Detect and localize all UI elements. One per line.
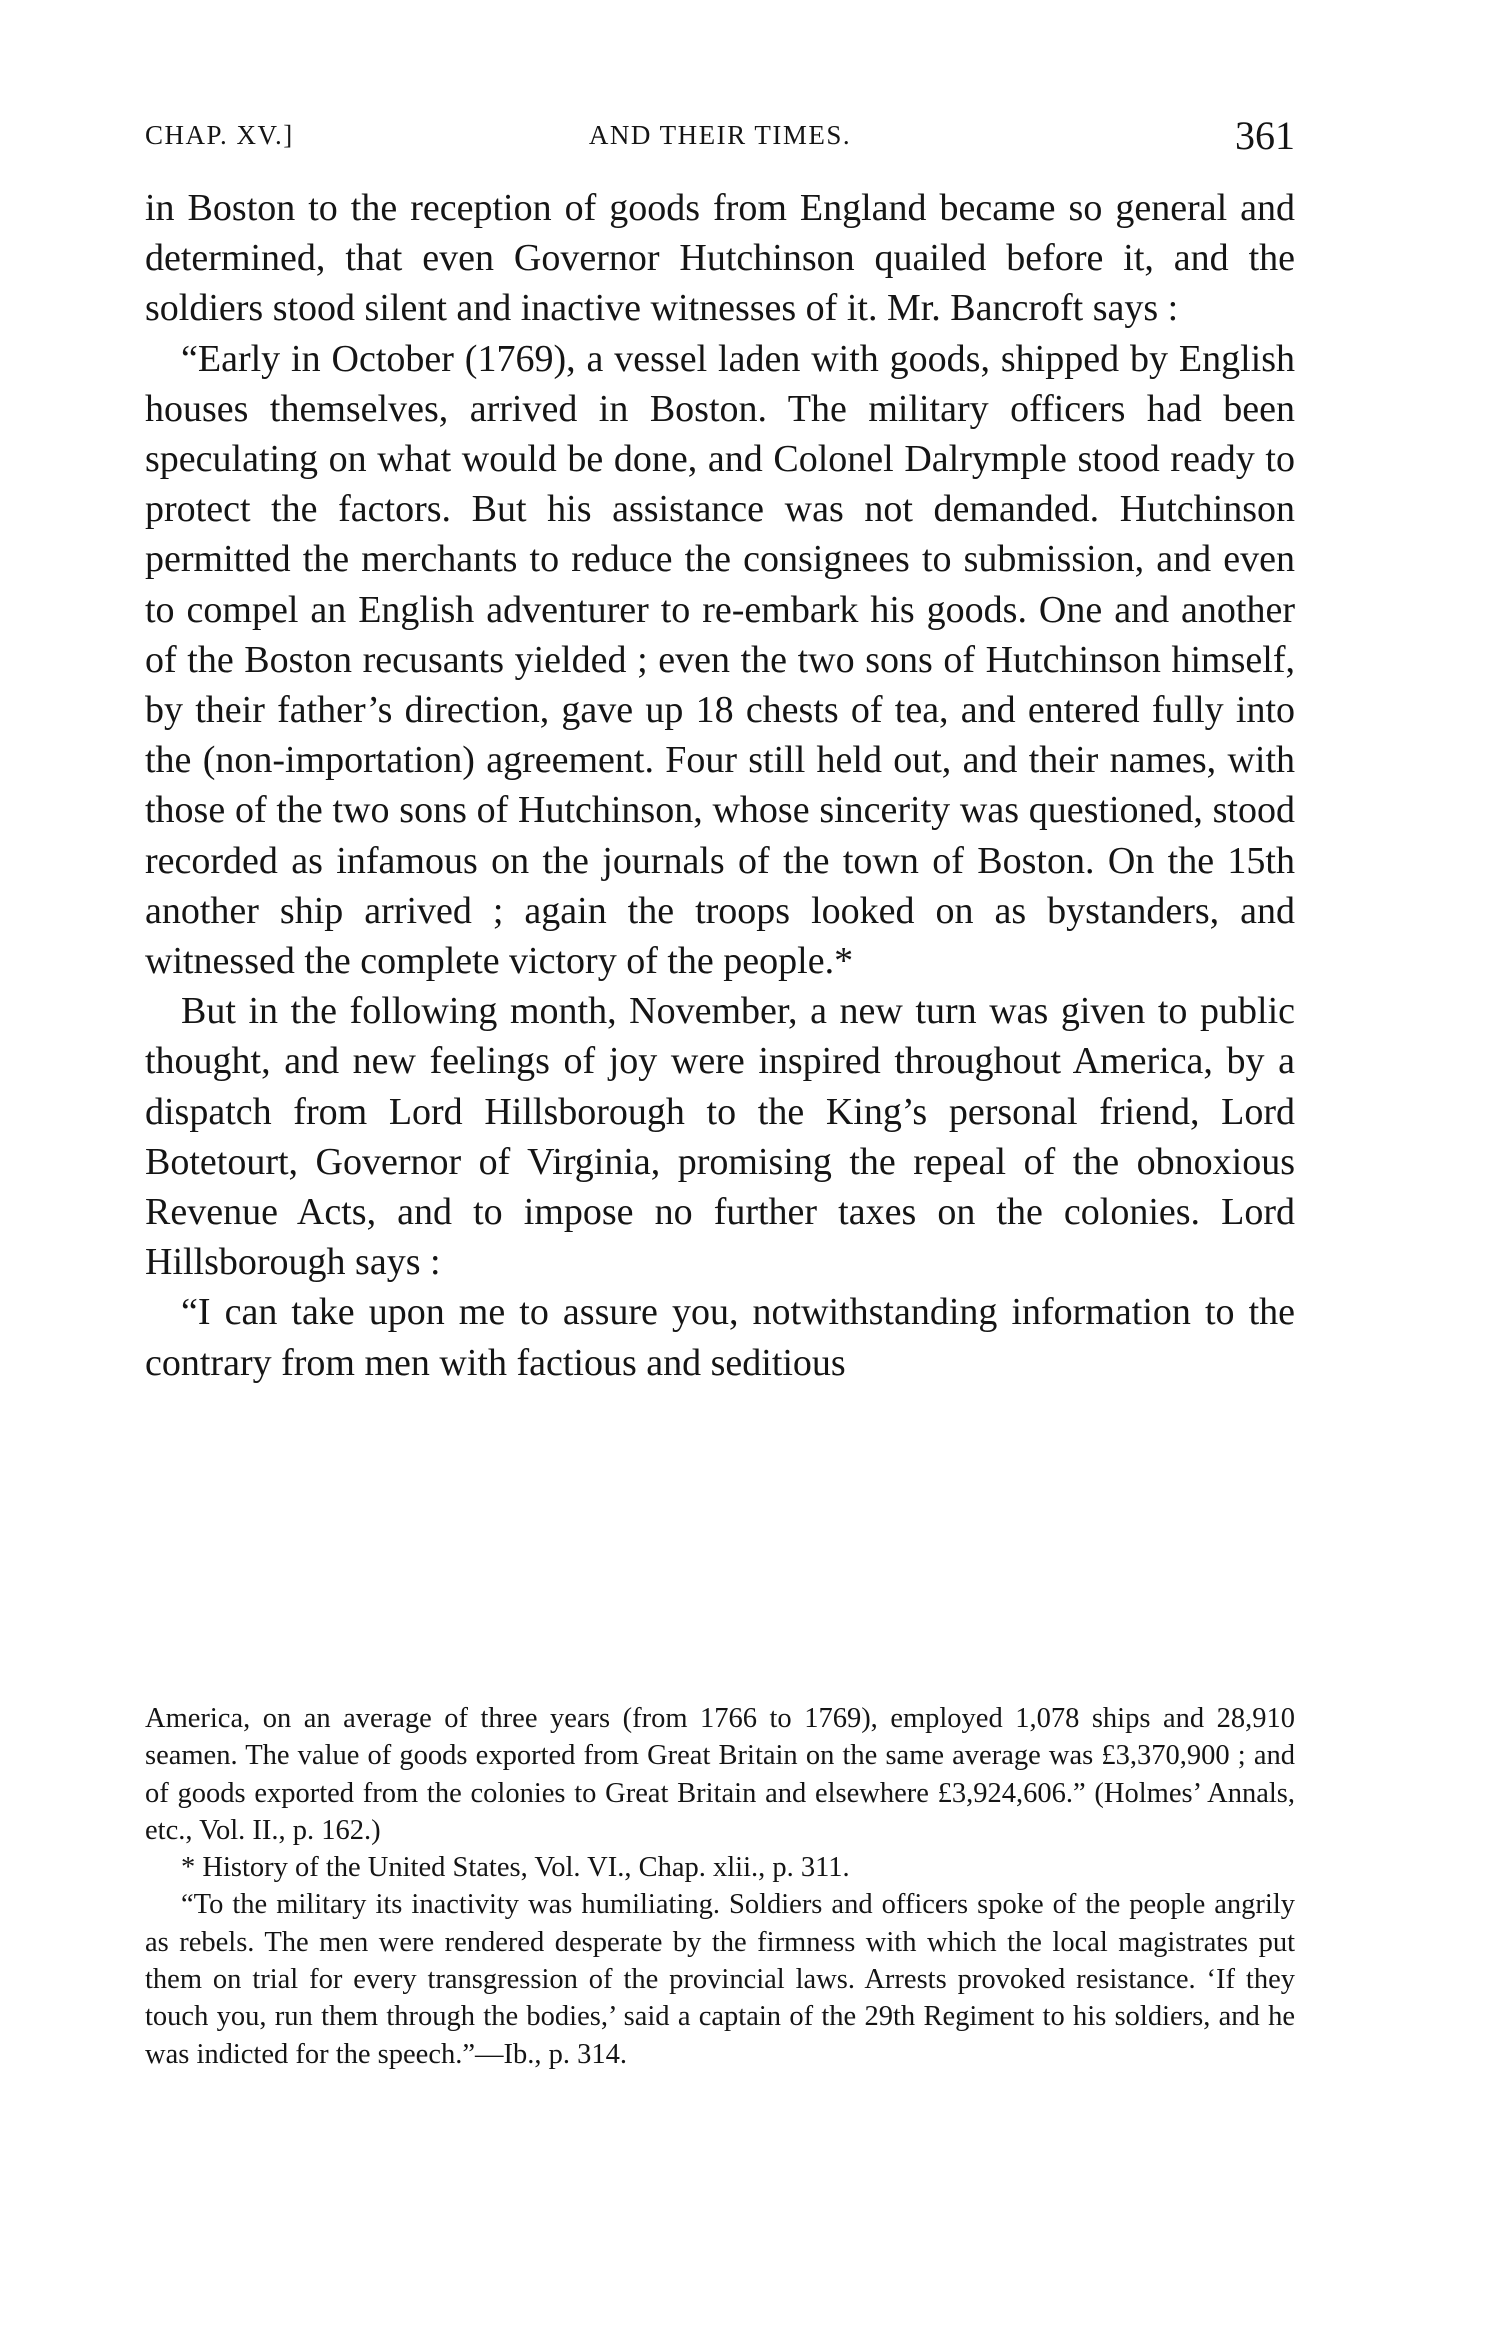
paragraph-continued: in Boston to the reception of goods from England became so general and determined, that even Governor Hutchinson quailed before it, and the soldiers stood silent and inactive witnesses of it. Mr. Bancroft says : <box>145 187 1295 330</box>
chapter-label: CHAP. XV.] <box>145 120 294 150</box>
footnote-continued: America, on an average of three years (from 1766 to 1769), employed 1,078 ships and 28,910 seamen. The value of goods exported from Great Britain on the same average was £3,370,900 ; and of goods exported from the colonies to Great Britain and elsewhere £3,924,606.” (Holmes’ Annals, etc., Vol. II., p. 162.) <box>145 1703 1295 1846</box>
paragraph: But in the following month, November, a new turn was given to public thought, and new feelings of joy were inspired throughout America, by a dispatch from Lord Hillsborough to the King’s personal friend, Lord Botetourt, Governor of Virginia, promising the repeal of the obnoxious Revenue Acts, and to impose no further taxes on the colonies. Lord Hillsborough says : <box>145 990 1295 1284</box>
footnotes <box>145 1700 1295 2073</box>
quotation-paragraph: “Early in October (1769), a vessel laden with goods, shipped by English houses themselves, arrived in Boston. The military officers had been speculating on what would be done, and Colonel Dalrymple stood ready to protect the factors. But his assistance was not demanded. Hutchinson permitted the merchants to reduce the consignees to submission, and even to compel an English adventurer to re-embark his goods. One and another of the Boston recusants yielded ; even the two sons of Hutchinson himself, by their father’s direction, gave up 18 chests of tea, and entered fully into the (non-importation) agreement. Four still held out, and their names, with those of the two sons of Hutchinson, whose sincerity was questioned, stood recorded as infamous on the journals of the town of Boston. On the 15th another ship arrived ; again the troops looked on as bystanders, and witnessed the complete victory of the people.* <box>145 337 1295 983</box>
running-head <box>145 112 1295 162</box>
footnote-quotation: “To the military its inactivity was humiliating. Soldiers and officers spoke of the people angrily as rebels. The men were rendered desperate by the firmness with which the local magistrates put them on trial for every transgression of the provincial laws. Arrests provoked resistance. ‘If they touch you, run them through the bodies,’ said a captain of the 29th Regiment to his soldiers, and he was indicted for the speech.”—Ib., p. 314. <box>145 1889 1295 2070</box>
page-number: 361 <box>1235 113 1295 158</box>
quotation-paragraph-start: “I can take upon me to assure you, notwithstanding information to the contrary from men with factious and seditious <box>145 1291 1295 1384</box>
footnote-star: * History of the United States, Vol. VI., Chap. xlii., p. 311. <box>181 1852 850 1884</box>
running-title: AND THEIR TIMES. <box>588 120 852 150</box>
main-text <box>145 183 1295 1388</box>
